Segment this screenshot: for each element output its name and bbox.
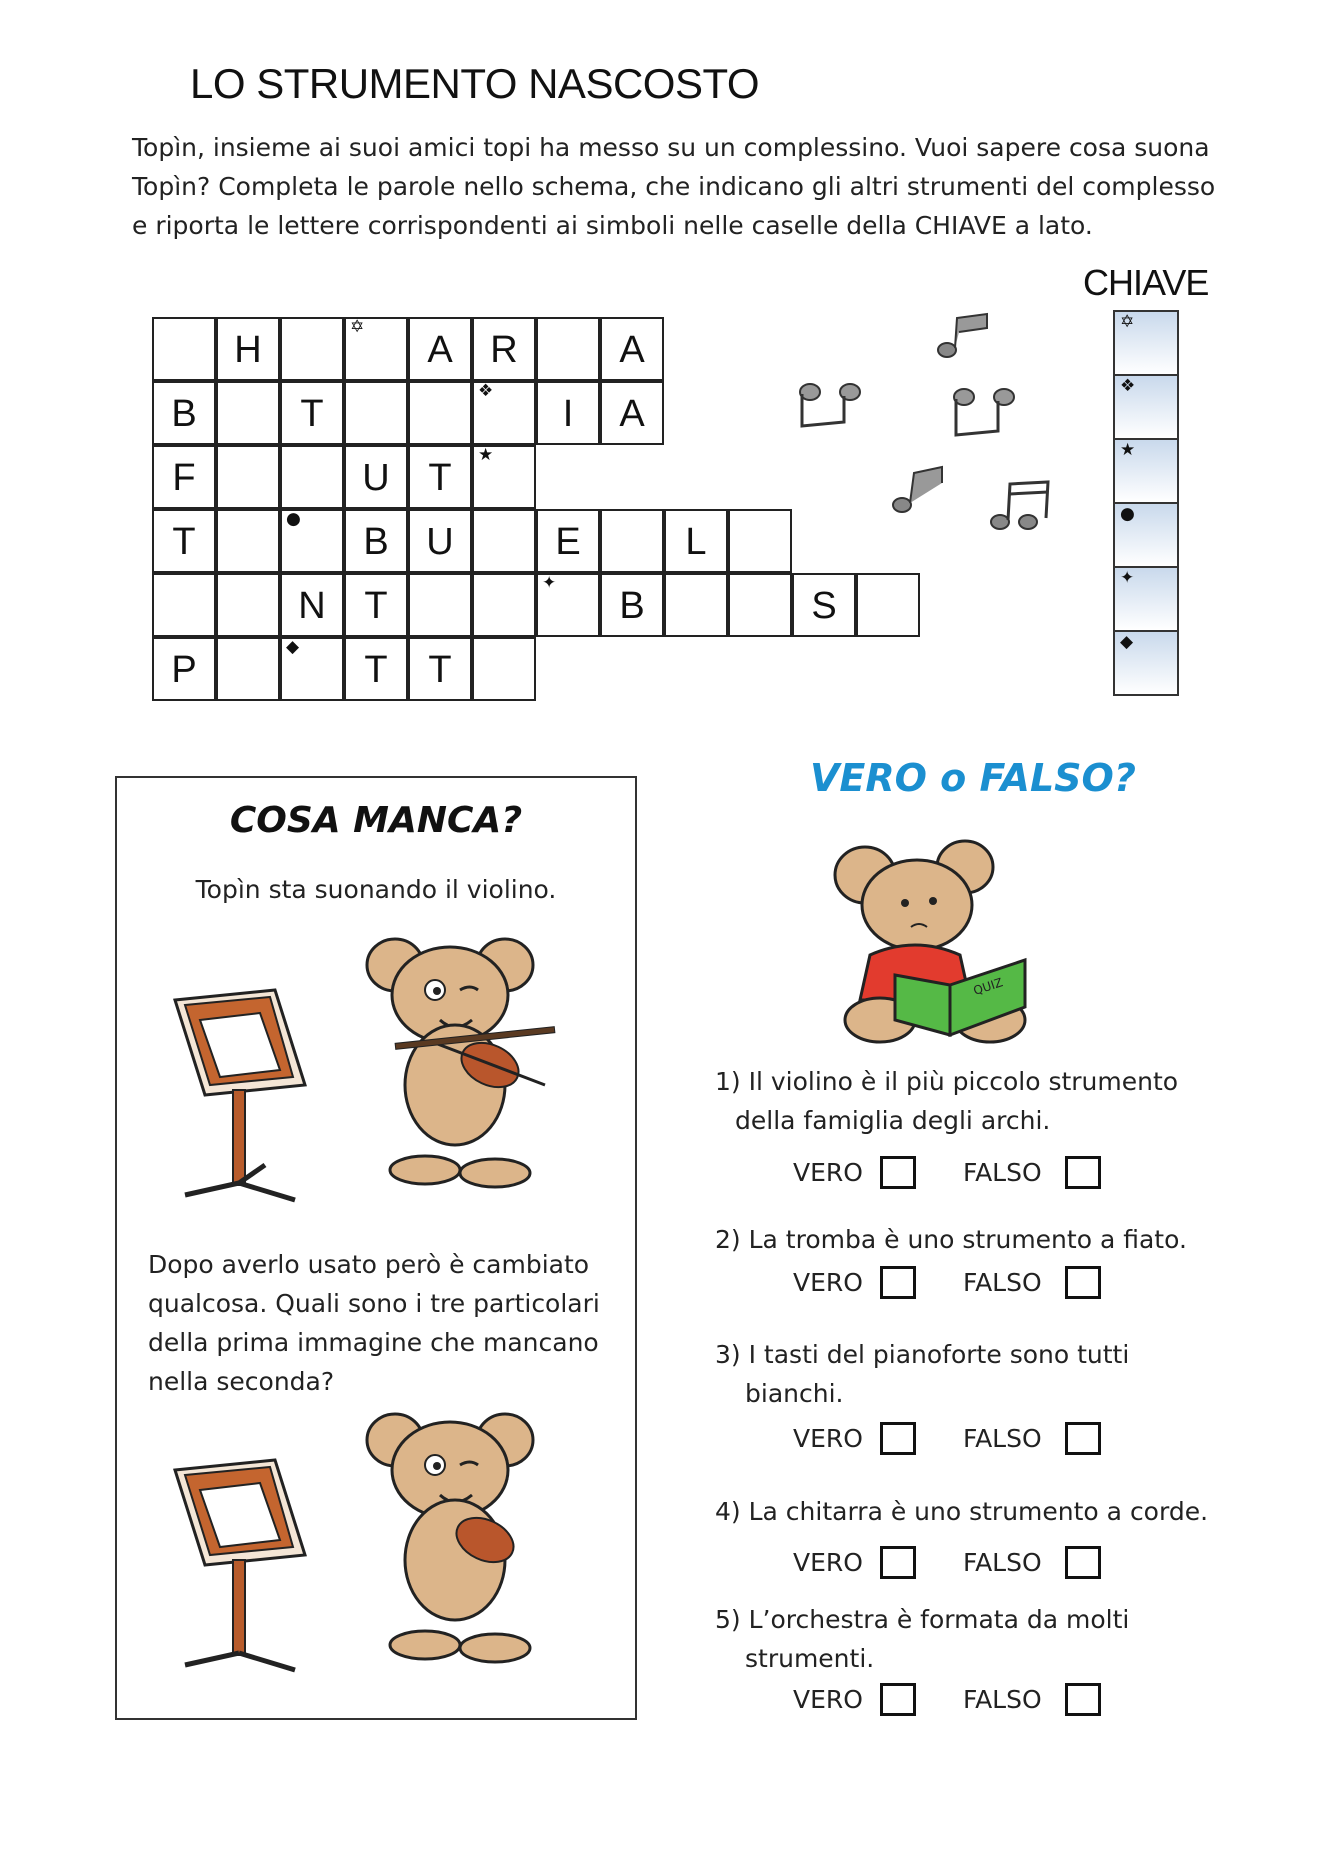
- grid-letter: T: [428, 649, 452, 691]
- falso-label: FALSO: [963, 1424, 1042, 1453]
- grid-cell[interactable]: [536, 573, 600, 637]
- grid-letter: L: [685, 521, 707, 563]
- vero-checkbox[interactable]: [880, 1156, 916, 1189]
- grid-cell[interactable]: [216, 317, 280, 381]
- grid-cell[interactable]: [472, 509, 536, 573]
- question-line: 4) La chitarra è uno strumento a corde.: [715, 1497, 1209, 1526]
- key-cell[interactable]: [1113, 630, 1179, 696]
- falso-checkbox[interactable]: [1065, 1156, 1101, 1189]
- key-cell[interactable]: [1113, 566, 1179, 632]
- vero-checkbox[interactable]: [880, 1683, 916, 1716]
- grid-cell[interactable]: [472, 445, 536, 509]
- music-note-icon: [796, 380, 866, 430]
- intro-text: [132, 128, 1232, 245]
- grid-cell[interactable]: [216, 637, 280, 701]
- falso-checkbox[interactable]: [1065, 1422, 1101, 1455]
- question-line: bianchi.: [745, 1379, 844, 1408]
- quiz-question: [715, 1335, 1129, 1413]
- grid-cell[interactable]: [472, 381, 536, 445]
- falso-label: FALSO: [963, 1685, 1042, 1714]
- grid-letter: F: [172, 457, 196, 499]
- grid-letter: E: [555, 521, 581, 563]
- grid-cell[interactable]: [152, 445, 216, 509]
- key-cell[interactable]: [1113, 438, 1179, 504]
- grid-cell[interactable]: [280, 573, 344, 637]
- mouse-violin-illustration: [355, 1410, 575, 1670]
- grid-letter: B: [363, 521, 389, 563]
- page-title: LO STRUMENTO NASCOSTO: [190, 60, 760, 107]
- quiz-question: [715, 1600, 1129, 1678]
- quiz-question: [715, 1492, 1208, 1531]
- grid-cell[interactable]: [344, 509, 408, 573]
- quiz-question: [715, 1220, 1187, 1259]
- vero-falso-title: VERO o FALSO?: [810, 756, 1136, 800]
- vero-label: VERO: [793, 1685, 863, 1714]
- key-symbol-icon: ●: [1120, 504, 1135, 524]
- grid-cell[interactable]: [728, 573, 792, 637]
- grid-cell[interactable]: [344, 573, 408, 637]
- key-symbol-icon: ✦: [1120, 568, 1135, 588]
- grid-cell[interactable]: [280, 381, 344, 445]
- question-line: strumenti.: [745, 1644, 875, 1673]
- falso-checkbox[interactable]: [1065, 1266, 1101, 1299]
- grid-cell[interactable]: [536, 317, 600, 381]
- grid-cell[interactable]: [216, 573, 280, 637]
- grid-letter: T: [172, 521, 196, 563]
- falso-label: FALSO: [963, 1268, 1042, 1297]
- key-symbol-icon: ★: [1120, 440, 1136, 460]
- music-stand-illustration: [165, 1455, 315, 1675]
- cosa-manca-title: COSA MANCA?: [229, 800, 523, 841]
- grid-cell[interactable]: [344, 317, 408, 381]
- grid-letter: B: [619, 585, 645, 627]
- question-line: 2) La tromba è uno strumento a fiato.: [715, 1225, 1187, 1254]
- grid-cell[interactable]: [216, 445, 280, 509]
- grid-cell[interactable]: [472, 637, 536, 701]
- falso-checkbox[interactable]: [1065, 1683, 1101, 1716]
- key-cell[interactable]: [1113, 502, 1179, 568]
- cosa-manca-subtitle: Topìn sta suonando il violino.: [195, 875, 557, 904]
- cosa-manca-question: [148, 1245, 618, 1401]
- grid-cell[interactable]: [216, 381, 280, 445]
- music-note-icon: [935, 310, 995, 360]
- grid-letter: A: [427, 329, 453, 371]
- falso-label: FALSO: [963, 1158, 1042, 1187]
- question-line: della prima immagine che mancano: [148, 1328, 599, 1357]
- mouse-violin-illustration: [355, 935, 575, 1195]
- vero-label: VERO: [793, 1424, 863, 1453]
- music-note-icon: [890, 465, 950, 515]
- quiz-question: [715, 1062, 1178, 1140]
- question-line: Dopo averlo usato però è cambiato: [148, 1250, 590, 1279]
- grid-letter: N: [298, 585, 326, 627]
- key-cell[interactable]: [1113, 374, 1179, 440]
- grid-cell[interactable]: [280, 637, 344, 701]
- key-symbol-icon: ❖: [1120, 376, 1136, 396]
- grid-letter: S: [811, 585, 837, 627]
- grid-letter: A: [619, 393, 645, 435]
- key-symbol-icon: ◆: [1120, 632, 1134, 652]
- grid-cell[interactable]: [472, 317, 536, 381]
- grid-cell[interactable]: [472, 573, 536, 637]
- grid-cell[interactable]: [152, 317, 216, 381]
- grid-cell[interactable]: [600, 381, 664, 445]
- question-line: nella seconda?: [148, 1367, 335, 1396]
- key-symbol-icon: ★: [478, 445, 494, 465]
- grid-cell[interactable]: [152, 509, 216, 573]
- key-cell[interactable]: [1113, 310, 1179, 376]
- key-title: CHIAVE: [1083, 262, 1209, 303]
- grid-letter: U: [362, 457, 390, 499]
- grid-cell[interactable]: [216, 509, 280, 573]
- grid-letter: I: [562, 393, 574, 435]
- key-symbol-icon: ●: [286, 509, 301, 529]
- grid-letter: A: [619, 329, 645, 371]
- question-line: qualcosa. Quali sono i tre particolari: [148, 1289, 600, 1318]
- grid-cell[interactable]: [728, 509, 792, 573]
- grid-cell[interactable]: [792, 573, 856, 637]
- grid-cell[interactable]: [280, 445, 344, 509]
- grid-letter: T: [428, 457, 452, 499]
- question-line: 5) L’orchestra è formata da molti: [715, 1605, 1130, 1634]
- grid-letter: T: [364, 585, 388, 627]
- vero-label: VERO: [793, 1158, 863, 1187]
- grid-cell[interactable]: [408, 573, 472, 637]
- grid-cell[interactable]: [408, 317, 472, 381]
- grid-cell[interactable]: [664, 509, 728, 573]
- grid-cell[interactable]: [344, 637, 408, 701]
- grid-cell[interactable]: [536, 381, 600, 445]
- key-symbol-icon: ✡: [1120, 312, 1135, 332]
- grid-cell[interactable]: [536, 509, 600, 573]
- grid-cell[interactable]: [152, 573, 216, 637]
- grid-cell[interactable]: [408, 637, 472, 701]
- falso-label: FALSO: [963, 1548, 1042, 1577]
- question-line: 1) Il violino è il più piccolo strumento: [715, 1067, 1179, 1096]
- grid-letter: H: [234, 329, 262, 371]
- mouse-reading-quiz-illustration: [825, 835, 1050, 1050]
- intro-line: e riporta le lettere corrispondenti ai simboli nelle caselle della CHIAVE a lato.: [132, 211, 1093, 240]
- grid-cell[interactable]: [408, 381, 472, 445]
- grid-cell[interactable]: [600, 317, 664, 381]
- grid-cell[interactable]: [152, 381, 216, 445]
- grid-letter: T: [300, 393, 324, 435]
- key-symbol-icon: ◆: [286, 637, 300, 657]
- music-note-icon: [950, 385, 1020, 440]
- key-symbol-icon: ✦: [542, 573, 557, 593]
- grid-letter: B: [171, 393, 197, 435]
- grid-cell[interactable]: [600, 573, 664, 637]
- music-stand-illustration: [165, 985, 315, 1205]
- intro-line: Topìn, insieme ai suoi amici topi ha messo su un complessino. Vuoi sapere cosa suona: [132, 133, 1210, 162]
- grid-cell[interactable]: [344, 381, 408, 445]
- key-symbol-icon: ❖: [478, 381, 494, 401]
- vero-label: VERO: [793, 1548, 863, 1577]
- grid-letter: T: [364, 649, 388, 691]
- grid-cell[interactable]: [280, 509, 344, 573]
- grid-cell[interactable]: [856, 573, 920, 637]
- grid-letter: R: [490, 329, 518, 371]
- grid-cell[interactable]: [600, 509, 664, 573]
- vero-checkbox[interactable]: [880, 1266, 916, 1299]
- book-label: QUIZ: [971, 975, 1005, 998]
- grid-cell[interactable]: [408, 445, 472, 509]
- falso-checkbox[interactable]: [1065, 1546, 1101, 1579]
- grid-cell[interactable]: [664, 573, 728, 637]
- music-note-icon: [988, 478, 1054, 534]
- vero-label: VERO: [793, 1268, 863, 1297]
- key-symbol-icon: ✡: [350, 317, 365, 337]
- vero-checkbox[interactable]: [880, 1422, 916, 1455]
- grid-letter: P: [171, 649, 197, 691]
- grid-cell[interactable]: [152, 637, 216, 701]
- grid-cell[interactable]: [280, 317, 344, 381]
- vero-checkbox[interactable]: [880, 1546, 916, 1579]
- intro-line: Topìn? Completa le parole nello schema, che indicano gli altri strumenti del complesso: [132, 172, 1216, 201]
- grid-letter: U: [426, 521, 454, 563]
- grid-cell[interactable]: [344, 445, 408, 509]
- question-line: della famiglia degli archi.: [735, 1106, 1051, 1135]
- question-line: 3) I tasti del pianoforte sono tutti: [715, 1340, 1130, 1369]
- grid-cell[interactable]: [408, 509, 472, 573]
